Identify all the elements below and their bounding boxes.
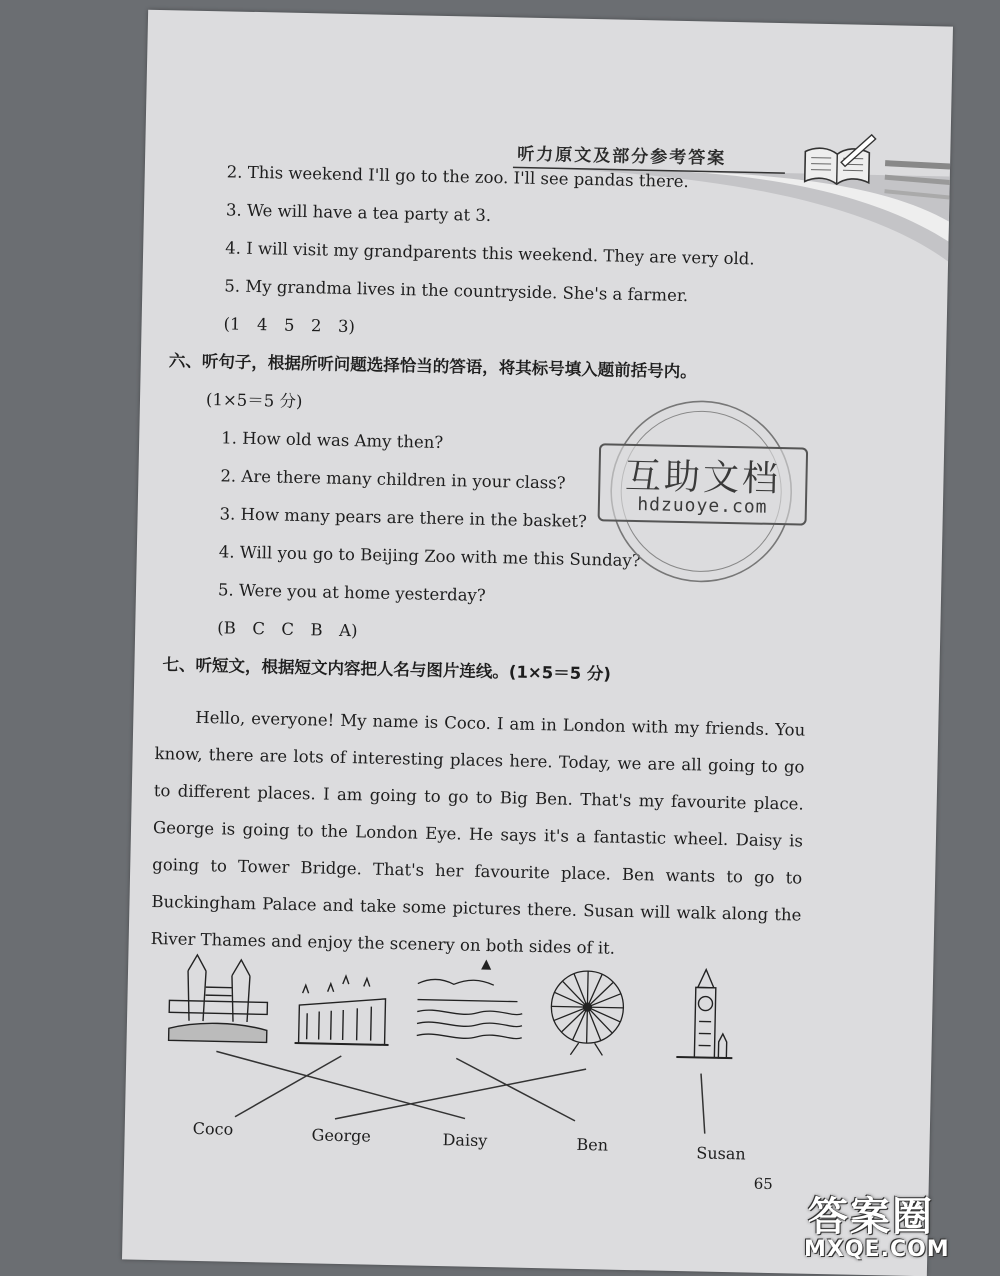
name-coco: Coco	[192, 1118, 234, 1139]
section6-title: 六、听句子，根据所听问题选择恰当的答语，将其标号填入题前括号内。	[168, 351, 697, 382]
watermark-text-cn: 答案圈	[808, 1194, 934, 1240]
section5-line-4: 4. I will visit my grandparents this weekend. They are very old.	[225, 238, 755, 269]
buckingham-palace-icon	[295, 975, 390, 1045]
stamp-text-en: hdzuoye.com	[637, 494, 768, 518]
big-ben-icon	[676, 969, 734, 1058]
page-number: 65	[753, 1174, 774, 1194]
header-title: 听力原文及部分参考答案	[517, 144, 727, 169]
section5-line-3: 3. We will have a tea party at 3.	[225, 200, 492, 225]
section6-score: (1×5＝5 分)	[205, 390, 303, 412]
name-susan: Susan	[696, 1143, 746, 1164]
section5-line-2: 2. This weekend I'll go to the zoo. I'll see pandas there.	[226, 162, 689, 192]
site-watermark	[790, 1185, 1000, 1273]
section6-question-2: 2. Are there many children in your class?	[220, 466, 566, 493]
matching-lines	[215, 1051, 706, 1133]
open-book-pen-icon	[797, 131, 878, 193]
section6-question-1: 1. How old was Amy then?	[221, 428, 444, 452]
section7-title: 七、听短文，根据短文内容把人名与图片连线。(1×5＝5 分)	[162, 655, 612, 684]
stamp-box	[598, 443, 809, 525]
section5-line-5: 5. My grandma lives in the countryside. She's a farmer.	[224, 276, 689, 306]
section6-question-4: 4. Will you go to Beijing Zoo with me this Sunday?	[218, 542, 641, 571]
name-ben: Ben	[576, 1134, 609, 1155]
stamp-text-cn: 互助文档	[624, 455, 782, 501]
section6-answer: (B C C B A)	[217, 618, 358, 641]
section6-question-5: 5. Were you at home yesterday?	[217, 580, 486, 605]
section7-passage: Hello, everyone! My name is Coco. I am in London with my friends. You know, there are lots of interesting places here. Today, we are all going to go to different places. I am going to go to Big Ben. That's my favourite place. George is going to the London Eye. He says it's a fantastic wheel. Daisy is going to Tower Bridge. That's her favourite place. Ben wants to go to Buckingham Palace and take some pictures there. Susan will walk along the River Thames and enjoy the scenery on both sides of it.	[150, 707, 806, 958]
section5-answer: (1 4 5 2 3)	[223, 314, 356, 337]
name-george: George	[311, 1125, 372, 1146]
tower-bridge-icon	[169, 954, 269, 1042]
section6-question-3: 3. How many pears are there in the basket?	[219, 504, 588, 532]
watermark-text-en: MXQE.COM	[804, 1237, 950, 1262]
name-daisy: Daisy	[442, 1130, 488, 1151]
document-page	[122, 10, 953, 1276]
river-thames-icon	[417, 960, 524, 1040]
london-eye-icon	[550, 970, 624, 1055]
watermark-stamp	[591, 397, 820, 602]
